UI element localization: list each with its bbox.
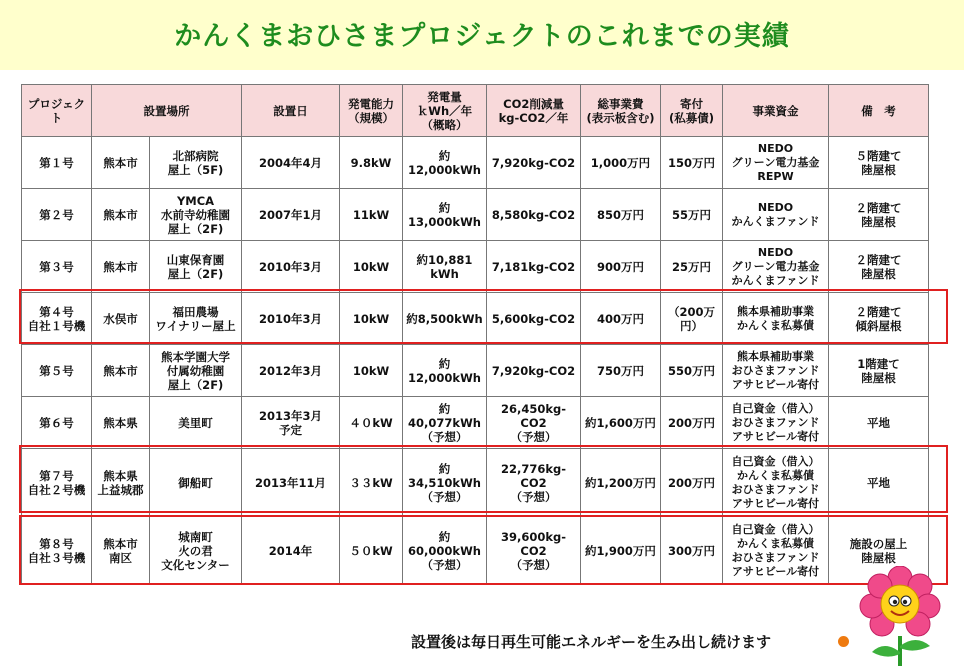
cell-funding: 熊本県補助事業 かんくま私募債 [723,293,829,345]
projects-table [21,84,929,585]
cell-notes: 平地 [829,449,929,517]
cell-notes: ２階建て 陸屋根 [829,189,929,241]
cell-notes: 平地 [829,397,929,449]
cell-cost: 900万円 [581,241,661,293]
table-header-row [22,85,929,137]
cell-date: 2010年3月 [242,241,340,293]
header-date: 設置日 [242,85,340,137]
header-co2: CO2削減量 kg-CO2／年 [487,85,581,137]
cell-project: 第６号 [22,397,92,449]
cell-capacity: ４０kW [340,397,403,449]
cell-date: 2012年3月 [242,345,340,397]
cell-date: 2013年11月 [242,449,340,517]
cell-city: 水俣市 [92,293,150,345]
cell-donation: 55万円 [661,189,723,241]
cell-cost: 850万円 [581,189,661,241]
cell-city: 熊本市 [92,345,150,397]
cell-generation: 約 34,510kWh （予想） [403,449,487,517]
cell-notes: ２階建て 傾斜屋根 [829,293,929,345]
cell-capacity: 9.8kW [340,137,403,189]
cell-generation: 約8,500kWh [403,293,487,345]
cell-city: 熊本県 [92,397,150,449]
page-title: かんくまおひさまプロジェクトのこれまでの実績 [174,21,790,52]
cell-generation: 約 13,000kWh [403,189,487,241]
cell-co2: 7,920kg-CO2 [487,137,581,189]
cell-funding: NEDO かんくまファンド [723,189,829,241]
cell-capacity: ５０kW [340,517,403,585]
cell-funding: 自己資金（借入） かんくま私募債 おひさまファンド アサヒビール寄付 [723,517,829,585]
cell-project: 第１号 [22,137,92,189]
cell-capacity: 10kW [340,293,403,345]
cell-funding: 自己資金（借入） かんくま私募債 おひさまファンド アサヒビール寄付 [723,449,829,517]
cell-city: 熊本市 南区 [92,517,150,585]
cell-project: 第４号 自社１号機 [22,293,92,345]
cell-funding: NEDO グリーン電力基金 かんくまファンド [723,241,829,293]
header-cost: 総事業費 (表示板含む) [581,85,661,137]
cell-project: 第２号 [22,189,92,241]
cell-project: 第３号 [22,241,92,293]
header-notes: 備 考 [829,85,929,137]
cell-donation: 200万円 [661,397,723,449]
cell-place: 熊本学園大学 付属幼稚園 屋上（2F) [150,345,242,397]
cell-place: 御船町 [150,449,242,517]
header-donation: 寄付 (私募債) [661,85,723,137]
table-row [22,189,929,241]
cell-city: 熊本市 [92,241,150,293]
header-generation: 発電量 ｋWh／年 （概略） [403,85,487,137]
cell-donation: 300万円 [661,517,723,585]
table-row [22,293,929,345]
table-row [22,137,929,189]
cell-project: 第５号 [22,345,92,397]
sunflower-mascot-icon [858,566,942,666]
cell-funding: 熊本県補助事業 おひさまファンド アサヒビール寄付 [723,345,829,397]
cell-cost: 約1,600万円 [581,397,661,449]
footer-message: 設置後は毎日再生可能エネルギーを生み出し続けます [411,633,772,651]
cell-place: 北部病院 屋上（5F) [150,137,242,189]
cell-co2: 7,181kg-CO2 [487,241,581,293]
cell-project: 第７号 自社２号機 [22,449,92,517]
header-project: プロジェクト [22,85,92,137]
cell-generation: 約 40,077kWh （予想） [403,397,487,449]
table-row [22,345,929,397]
cell-generation: 約10,881 kWh [403,241,487,293]
cell-place: 福田農場 ワイナリー屋上 [150,293,242,345]
cell-donation: 550万円 [661,345,723,397]
cell-city: 熊本市 [92,189,150,241]
cell-project: 第８号 自社３号機 [22,517,92,585]
cell-capacity: ３３kW [340,449,403,517]
cell-co2: 5,600kg-CO2 [487,293,581,345]
cell-cost: 750万円 [581,345,661,397]
cell-cost: 1,000万円 [581,137,661,189]
table-row [22,517,929,585]
cell-co2: 39,600kg-CO2 （予想） [487,517,581,585]
cell-capacity: 10kW [340,345,403,397]
cell-generation: 約 60,000kWh （予想） [403,517,487,585]
cell-donation: 25万円 [661,241,723,293]
cell-donation: 150万円 [661,137,723,189]
cell-donation: （200万 円） [661,293,723,345]
cell-notes: ５階建て 陸屋根 [829,137,929,189]
cell-date: 2007年1月 [242,189,340,241]
header-location: 設置場所 [92,85,242,137]
cell-notes: 1階建て 陸屋根 [829,345,929,397]
cell-date: 2013年3月 予定 [242,397,340,449]
table-row [22,449,929,517]
header-capacity: 発電能力 （規模） [340,85,403,137]
cell-notes: ２階建て 陸屋根 [829,241,929,293]
cell-cost: 約1,900万円 [581,517,661,585]
cell-cost: 400万円 [581,293,661,345]
cell-capacity: 11kW [340,189,403,241]
cell-date: 2004年4月 [242,137,340,189]
cell-cost: 約1,200万円 [581,449,661,517]
cell-place: YMCA 水前寺幼稚園 屋上（2F) [150,189,242,241]
table-row [22,397,929,449]
cell-donation: 200万円 [661,449,723,517]
cell-place: 美里町 [150,397,242,449]
cell-funding: NEDO グリーン電力基金 REPW [723,137,829,189]
cell-notes: 施設の屋上 陸屋根 [829,517,929,585]
cell-co2: 26,450kg-CO2 （予想） [487,397,581,449]
table-row [22,241,929,293]
orange-dot-icon [838,636,849,647]
cell-funding: 自己資金（借入） おひさまファンド アサヒビール寄付 [723,397,829,449]
cell-co2: 22,776kg-CO2 （予想） [487,449,581,517]
cell-city: 熊本県 上益城郡 [92,449,150,517]
cell-city: 熊本市 [92,137,150,189]
cell-co2: 8,580kg-CO2 [487,189,581,241]
cell-date: 2010年3月 [242,293,340,345]
cell-place: 城南町 火の君 文化センター [150,517,242,585]
cell-capacity: 10kW [340,241,403,293]
cell-place: 山東保育園 屋上（2F) [150,241,242,293]
cell-generation: 約 12,000kWh [403,137,487,189]
cell-date: 2014年 [242,517,340,585]
cell-generation: 約 12,000kWh [403,345,487,397]
header-funding: 事業資金 [723,85,829,137]
cell-co2: 7,920kg-CO2 [487,345,581,397]
